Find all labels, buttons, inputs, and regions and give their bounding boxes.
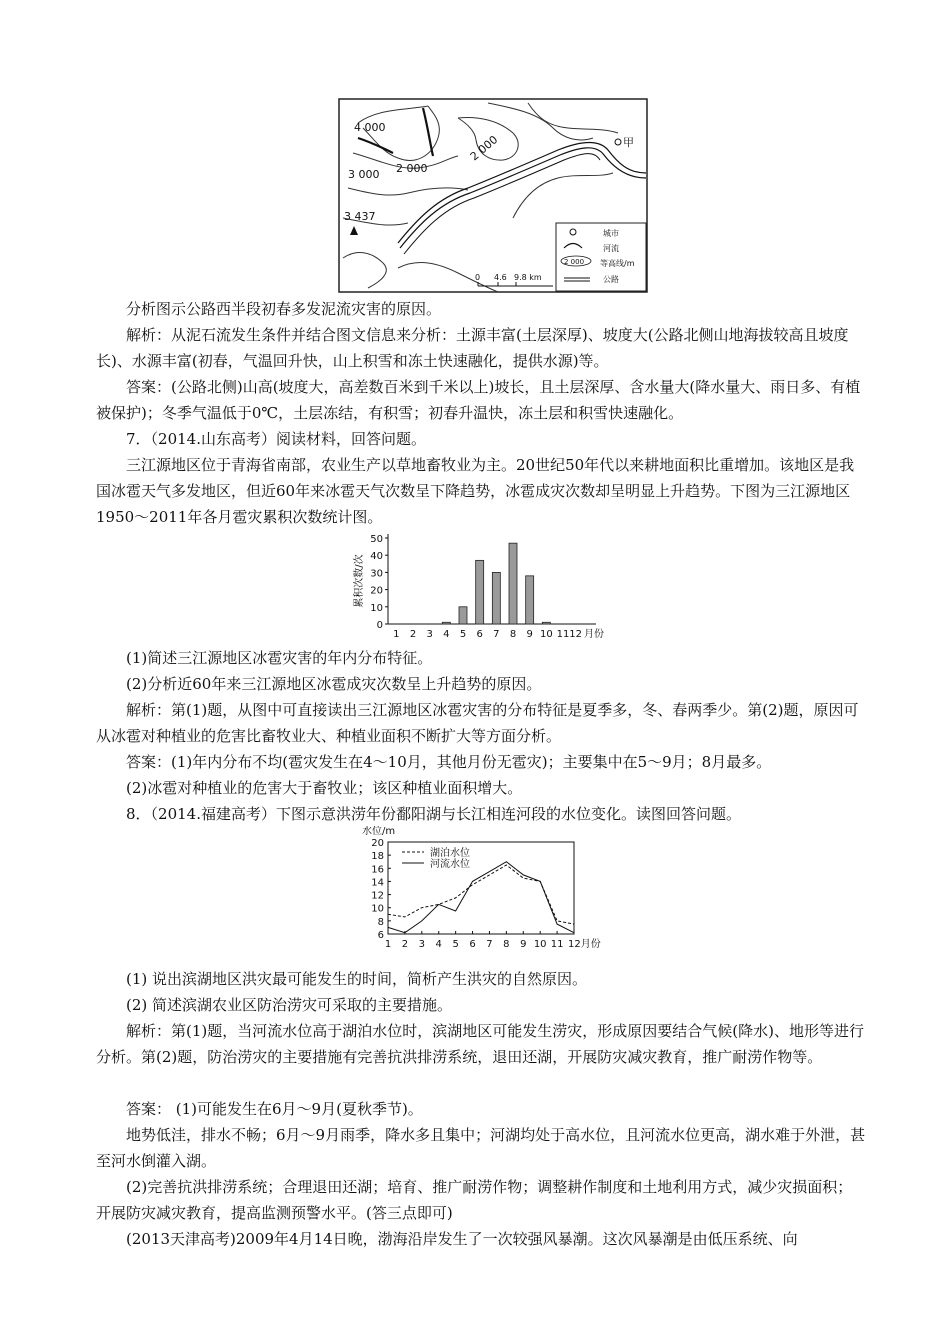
legend-city-icon <box>570 229 576 235</box>
y-tick-label: 16 <box>371 864 384 876</box>
x-tick-label: 4 <box>435 939 442 950</box>
y-tick-label: 10 <box>370 602 383 614</box>
x-tick-label: 5 <box>459 629 467 640</box>
y-tick-label: 6 <box>377 930 384 941</box>
bar <box>459 607 467 624</box>
contour-label: 4 000 <box>354 121 386 134</box>
place-label: 甲 <box>623 136 634 149</box>
y-tick-label: 50 <box>370 534 383 545</box>
x-tick-label: 1 <box>384 939 392 950</box>
y-tick-label: 8 <box>377 916 384 928</box>
x-tick-label: 8 <box>503 939 510 950</box>
sub-question: (1) 说出滨湖地区洪灾最可能发生的时间，简析产生洪灾的自然原因。 <box>126 970 588 988</box>
sub-question: (2)分析近60年来三江源地区冰雹成灾次数呈上升趋势的原因。 <box>126 675 542 693</box>
river-level-line <box>388 862 574 933</box>
x-tick-label: 5 <box>452 939 459 950</box>
bar <box>542 622 550 624</box>
x-tick-label: 2 <box>401 939 409 950</box>
x-tick-label: 2 <box>409 629 417 640</box>
x-tick-label: 9 <box>520 939 527 950</box>
contour-label: 3 000 <box>348 168 380 181</box>
material-text: 三江源地区位于青海省南部，农业生产以草地畜牧业为主。20世纪50年代以来耕地面积比重增加。该地区是我国冰雹天气多发地区，但近60年来冰雹天气次数呈下降趋势，冰雹成灾次数却呈明显上升趋势。下图为三江源地区1950～2011年各月雹灾累积次数统计图。 <box>96 456 855 526</box>
contour-label: 2 000 <box>396 162 428 175</box>
answer-text: (2)冰雹对种植业的危害大于畜牧业；该区种植业面积增大。 <box>126 779 523 797</box>
y-tick-label: 14 <box>371 877 384 889</box>
y-tick-label: 0 <box>376 620 383 631</box>
scale-label: 0 <box>475 273 481 282</box>
x-tick-label: 1 <box>393 629 400 640</box>
legend-road: 公路 <box>603 275 619 284</box>
x-tick-label: 8 <box>509 629 517 640</box>
y-axis-label: 累积次数/次 <box>354 554 365 608</box>
bar <box>476 560 484 624</box>
x-tick-label: 3 <box>426 629 433 640</box>
legend-river: 河流 <box>603 244 619 253</box>
x-tick-label: 7 <box>493 629 500 640</box>
scale-label: 4.6 <box>494 273 507 282</box>
legend-contour: 等高线/m <box>600 259 635 268</box>
water-level-line-chart <box>360 826 610 966</box>
bar <box>492 572 500 624</box>
x-tick-label: 4 <box>443 629 450 640</box>
legend-city: 城市 <box>603 229 619 238</box>
y-tick-label: 18 <box>371 851 384 863</box>
y-tick-label: 30 <box>370 568 383 580</box>
y-axis-label: 水位/m <box>362 826 396 837</box>
x-tick-label: 10 <box>533 939 547 950</box>
legend-label: 湖泊水位 <box>430 848 470 859</box>
y-tick-label: 10 <box>371 903 384 915</box>
analysis-text: 解析：从泥石流发生条件并结合图文信息来分析：土源丰富(土层深厚)、坡度大(公路北侧山地海拔较高且坡度长)、水源丰富(初春，气温回升快，山上积雪和冻土快速融化，提供水源)等。 <box>96 326 849 370</box>
x-tick-label: 9 <box>526 629 533 640</box>
x-tick-label: 6 <box>476 629 483 640</box>
y-tick-label: 20 <box>371 838 384 849</box>
x-tick-label: 11 <box>556 629 570 640</box>
legend-contour-value: 2 000 <box>564 258 585 266</box>
topographic-map <box>338 98 648 293</box>
analysis-text: 解析：第(1)题，当河流水位高于湖泊水位时，滨湖地区可能发生涝灾，形成原因要结合气候(降水)、地形等进行分析。第(2)题，防治涝灾的主要措施有完善抗洪排涝系统，退田还湖，开展防灾减灾教育，推广耐涝作物等。 <box>96 1022 864 1066</box>
scale-label: 9.8 km <box>514 273 542 282</box>
sub-question: (2) 简述滨湖农业区防治涝灾可采取的主要措施。 <box>126 996 453 1014</box>
x-tick-label: 12月份 <box>568 939 601 950</box>
question-text: (2013天津高考)2009年4月14日晚，渤海沿岸发生了一次较强风暴潮。这次风暴潮是由低压系统、向 <box>126 1230 798 1248</box>
contour-label: 2 000 <box>467 133 501 164</box>
answer-text: 答案：(1)年内分布不均(雹灾发生在4～10月，其他月份无雹灾)；主要集中在5～9月；8月最多。 <box>126 753 772 771</box>
x-tick-label: 10 <box>539 629 553 640</box>
x-tick-label: 6 <box>469 939 476 950</box>
lake-level-line <box>388 865 574 924</box>
plot-frame <box>388 842 574 934</box>
question-heading: 8．（2014.福建高考）下图示意洪涝年份鄱阳湖与长江相连河段的水位变化。读图回答问题。 <box>126 805 741 823</box>
x-tick-label: 11 <box>550 939 564 950</box>
answer-text: 地势低洼，排水不畅；6月～9月雨季，降水多且集中；河湖均处于高水位，且河流水位更高，湖水难于外泄，甚至河水倒灌入湖。 <box>96 1126 866 1170</box>
bar <box>526 576 534 624</box>
x-tick-label: 7 <box>486 939 493 950</box>
question-text: 分析图示公路西半段初春多发泥流灾害的原因。 <box>126 300 442 318</box>
answer-text: (2)完善抗洪排涝系统；合理退田还湖；培育、推广耐涝作物；调整耕作制度和土地利用方式，减少灾损面积；开展防灾减灾教育，提高监测预警水平。(答三点即可) <box>96 1178 853 1222</box>
bar <box>442 622 450 624</box>
y-tick-label: 20 <box>370 585 383 597</box>
answer-text: 答案：(公路北侧)山高(坡度大，高差数百米到千米以上)坡长，且土层深厚、含水量大(降水量大、雨日多、有植被保护)；冬季气温低于0℃，土层冻结，有积雪；初春升温快，冻土层和积雪快速融化。 <box>96 378 861 422</box>
y-tick-label: 12 <box>371 890 384 902</box>
city-icon <box>615 139 621 145</box>
bar <box>509 543 517 624</box>
hail-bar-chart <box>350 532 640 644</box>
x-axis-label: 月份 <box>584 629 604 640</box>
x-tick-label: 12 <box>569 629 583 640</box>
y-tick-label: 40 <box>370 551 383 563</box>
legend-label: 河流水位 <box>430 859 470 870</box>
analysis-text: 解析：第(1)题，从图中可直接读出三江源地区冰雹灾害的分布特征是夏季多，冬、春两季少。第(2)题，原因可从冰雹对种植业的危害比畜牧业大、种植业面积不断扩大等方面分析。 <box>96 701 859 745</box>
answer-text: 答案： (1)可能发生在6月～9月(夏秋季节)。 <box>126 1100 423 1118</box>
question-heading: 7．（2014.山东高考）阅读材料，回答问题。 <box>126 430 426 448</box>
peak-label: 3 437 <box>344 210 376 223</box>
x-tick-label: 3 <box>418 939 426 950</box>
sub-question: (1)简述三江源地区冰雹灾害的年内分布特征。 <box>126 649 433 667</box>
